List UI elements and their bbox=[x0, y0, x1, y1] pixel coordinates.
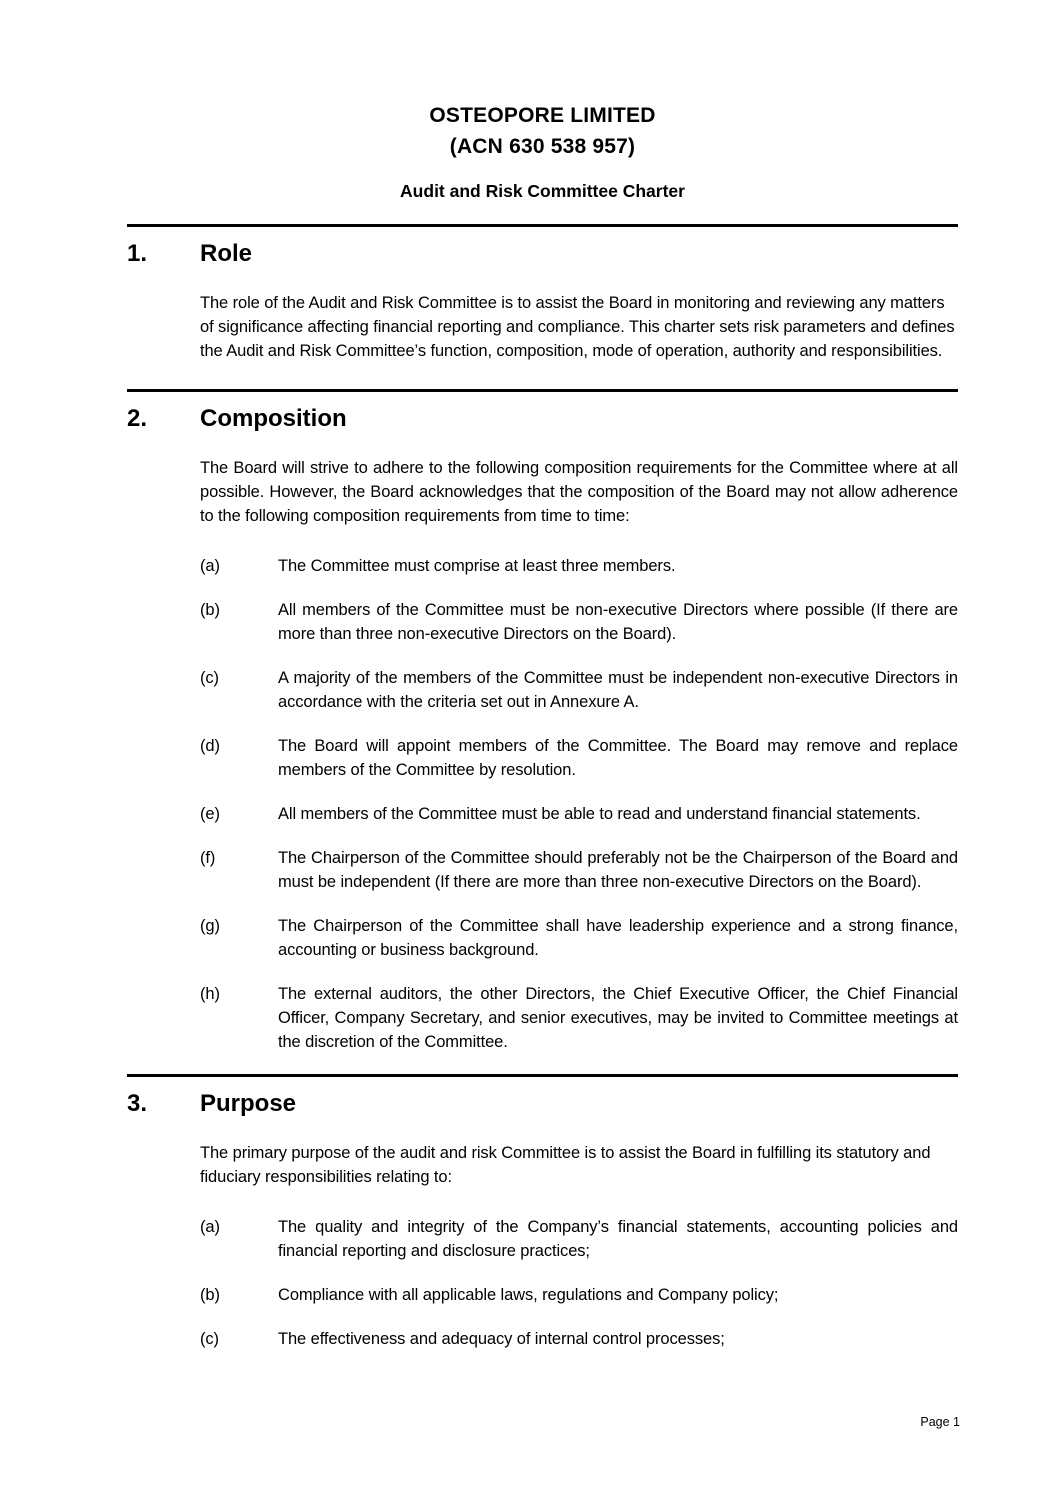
paragraph: The primary purpose of the audit and risk Committee is to assist the Board in fulfilling its statutory and fiduciary responsibilities relating to: bbox=[200, 1144, 931, 1186]
section-title: Role bbox=[200, 240, 253, 267]
list-item bbox=[200, 1327, 958, 1351]
list-item-label: (a) bbox=[200, 1218, 220, 1236]
section-heading-row bbox=[127, 1090, 958, 1118]
section-number: 2. bbox=[127, 405, 148, 432]
list-item-text: The effectiveness and adequacy of internal control processes; bbox=[278, 1330, 725, 1348]
list-item-label: (g) bbox=[200, 917, 220, 935]
company-name: OSTEOPORE LIMITED bbox=[429, 104, 656, 127]
list-item-text: The quality and integrity of the Company’s financial statements, accounting policies and financial reporting and disclosure practices; bbox=[278, 1218, 958, 1260]
list-item-text: A majority of the members of the Committee must be independent non-executive Directors in accordance with the criteria set out in Annexure A. bbox=[278, 669, 958, 711]
list-item-text: The Chairperson of the Committee should preferably not be the Chairperson of the Board and must be independent (If there are more than three non-executive Directors on the Board). bbox=[278, 849, 958, 891]
company-acn: (ACN 630 538 957) bbox=[449, 135, 636, 158]
list-item-text: All members of the Committee must be able to read and understand financial statements. bbox=[278, 805, 921, 823]
list-item-label: (b) bbox=[200, 601, 220, 619]
list-item bbox=[200, 914, 958, 962]
section-composition bbox=[127, 389, 958, 1054]
list-item bbox=[200, 1283, 958, 1307]
section-role bbox=[127, 224, 958, 363]
section-number: 3. bbox=[127, 1090, 148, 1117]
page-number: Page 1 bbox=[920, 1415, 960, 1429]
list-item-label: (c) bbox=[200, 1330, 219, 1348]
section-title: Purpose bbox=[200, 1090, 297, 1117]
section-divider bbox=[127, 389, 958, 392]
list-item-label: (h) bbox=[200, 985, 220, 1003]
section-number: 1. bbox=[127, 240, 148, 267]
list-item bbox=[200, 1215, 958, 1263]
list-item bbox=[200, 846, 958, 894]
list-item-label: (a) bbox=[200, 557, 220, 575]
list-item-label: (f) bbox=[200, 849, 216, 867]
list-item-text: Compliance with all applicable laws, regulations and Company policy; bbox=[278, 1286, 779, 1304]
list-item bbox=[200, 554, 958, 578]
section-divider bbox=[127, 1074, 958, 1077]
list-item-text: The Chairperson of the Committee shall have leadership experience and a strong finance, accounting or business background. bbox=[278, 917, 958, 959]
list-item bbox=[200, 598, 958, 646]
list-item-text: The Committee must comprise at least three members. bbox=[278, 557, 676, 575]
section-heading-row bbox=[127, 240, 958, 268]
list-item-text: All members of the Committee must be non-executive Directors where possible (If there are more than three non-executive Directors on the Board). bbox=[278, 601, 958, 643]
section-heading-row bbox=[127, 405, 958, 433]
list-item bbox=[200, 982, 958, 1054]
list-item bbox=[200, 734, 958, 782]
section-purpose bbox=[127, 1074, 958, 1351]
list-item-text: The Board will appoint members of the Committee. The Board may remove and replace members of the Committee by resolution. bbox=[278, 737, 958, 779]
list-item bbox=[200, 666, 958, 714]
list-item bbox=[200, 802, 958, 826]
section-body bbox=[200, 456, 958, 1054]
section-body bbox=[200, 1141, 958, 1351]
list-item-text: The external auditors, the other Directors, the Chief Executive Officer, the Chief Financial Officer, Company Secretary, and senior executives, may be invited to Committee meetings at the discretion of the Committee. bbox=[278, 985, 958, 1051]
paragraph: The Board will strive to adhere to the following composition requirements for the Committee where at all possible. However, the Board acknowledges that the composition of the Board may not allow adherence to the following composition requirements from time to time: bbox=[200, 459, 958, 525]
section-body bbox=[200, 291, 958, 363]
list-item-label: (b) bbox=[200, 1286, 220, 1304]
section-divider bbox=[127, 224, 958, 227]
document-header bbox=[127, 100, 958, 203]
document-title: Audit and Risk Committee Charter bbox=[400, 181, 685, 201]
list-item-label: (e) bbox=[200, 805, 220, 823]
list-item-label: (c) bbox=[200, 669, 219, 687]
paragraph: The role of the Audit and Risk Committee is to assist the Board in monitoring and reviewing any matters of significance affecting financial reporting and compliance. This charter sets risk parameters and defines the Audit and Risk Committee’s function, composition, mode of operation, authority and responsibilities. bbox=[200, 294, 955, 360]
section-title: Composition bbox=[200, 405, 347, 432]
list-item-label: (d) bbox=[200, 737, 220, 755]
